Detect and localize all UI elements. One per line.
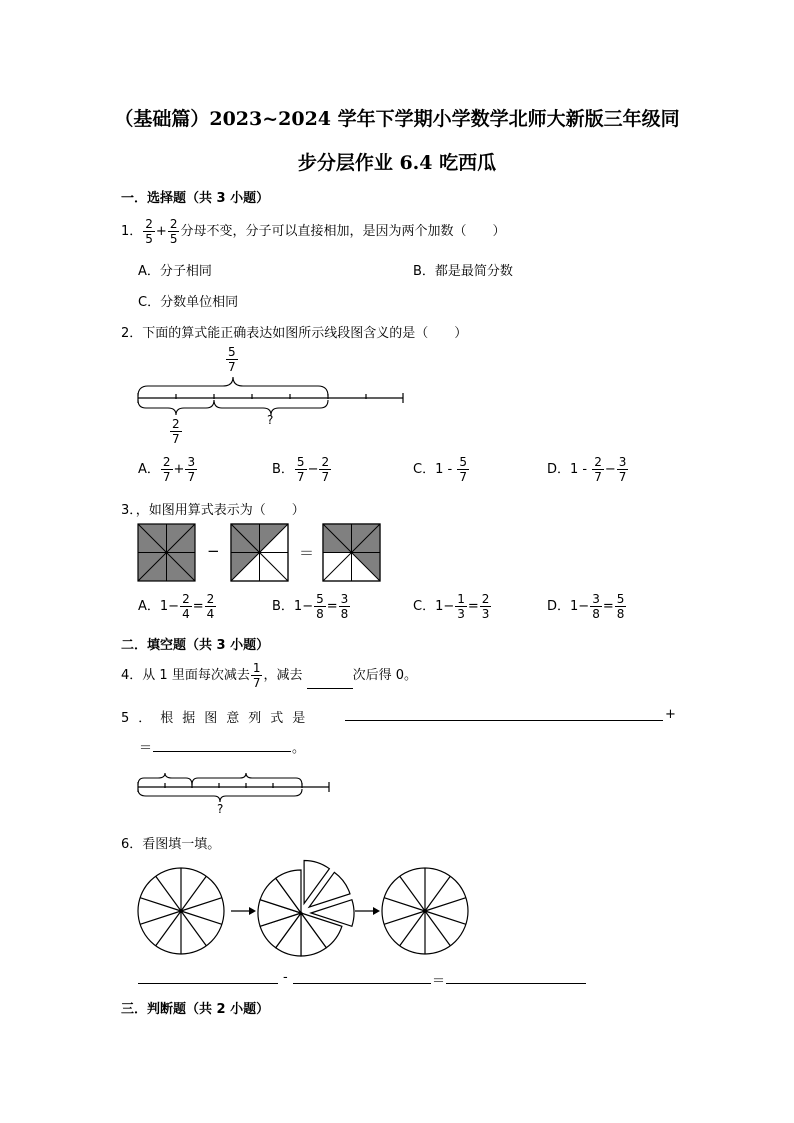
diagram-label-left: $\frac{2}{7}$ (172, 417, 180, 446)
question-number: 3． (121, 503, 136, 518)
arrow-head-icon (249, 907, 256, 915)
page-title-line2: 步分层作业 6.4 吃西瓜 (297, 152, 497, 174)
answer-blank[interactable] (138, 969, 278, 984)
fraction: $\frac{2}{5}$ (145, 217, 153, 246)
option-d[interactable]: D．1− $\frac{3}{8}$ = $\frac{5}{8}$ (547, 592, 625, 621)
question-number: 1． (121, 224, 143, 239)
option-a[interactable]: A． $\frac{2}{7}$ + $\frac{3}{7}$ (138, 455, 196, 484)
fraction: $\frac{2}{5}$ (169, 217, 178, 246)
question-4: 4．从 1 里面每次减去 $\frac{1}{7}$ ，减去 次后得 0。 (121, 661, 418, 690)
question-number: 5 (121, 711, 139, 726)
option-b[interactable]: B．1− $\frac{5}{8}$ = $\frac{3}{8}$ (272, 592, 349, 621)
equals-sign: ＝ (299, 544, 315, 562)
circle-remaining (382, 868, 468, 954)
question-number: 6． (121, 837, 143, 852)
question-number: 4． (121, 668, 143, 683)
section-heading-judge: 三．判断题（共 2 小题） (121, 1002, 270, 1017)
question-text: 下面的算式能正确表达如图所示线段图含义的是（ ） (142, 326, 468, 341)
question-text: 分母不变，分子可以直接相加，是因为两个加数（ ） (180, 224, 506, 239)
question-number: 2． (121, 326, 143, 341)
minus-sign: − (207, 542, 220, 560)
section-heading-choice: 一．选择题（共 3 小题） (121, 191, 270, 206)
circle-eaten (258, 860, 354, 956)
question-text: ．根据图意列式是 (138, 711, 315, 726)
option-c[interactable]: C．分数单位相同 (138, 295, 239, 310)
arrow-head-icon (373, 907, 380, 915)
question-text: ，如图用算式表示为（ ） (135, 503, 305, 518)
diagram-label-top: $\frac{5}{7}$ (228, 345, 236, 374)
page-title-line1: （基础篇）2023~2024 学年下学期小学数学北师大新版三年级同 (114, 108, 680, 130)
option-a[interactable]: A．1− $\frac{2}{4}$ = $\frac{2}{4}$ (138, 592, 215, 621)
option-d[interactable]: D．1 - $\frac{2}{7}$ − $\frac{3}{7}$ (547, 455, 627, 484)
equals-sign: ＝ (432, 974, 446, 989)
diagram-label-question: ? (267, 413, 274, 427)
answer-blank[interactable] (293, 969, 431, 984)
question-text: 看图填一填。 (142, 837, 221, 852)
plus-sign: + (155, 224, 167, 239)
section-heading-fill: 二．填空题（共 3 小题） (121, 638, 270, 653)
option-b[interactable]: B． $\frac{5}{7}$ − $\frac{2}{7}$ (272, 455, 330, 484)
circle-whole (138, 868, 224, 954)
option-c[interactable]: C．1 - $\frac{5}{7}$ (413, 455, 467, 484)
option-b[interactable]: B．都是最简分数 (413, 264, 513, 279)
option-a[interactable]: A．分子相同 (138, 264, 212, 279)
diagram-label-question: ? (217, 802, 224, 816)
option-c[interactable]: C．1− $\frac{1}{3}$ = $\frac{2}{3}$ (413, 592, 490, 621)
plus-sign: + (665, 707, 676, 722)
minus-sign: - (283, 970, 288, 985)
answer-blank[interactable] (446, 969, 586, 984)
equals-sign: ＝ (139, 741, 153, 756)
period: 。 (292, 741, 306, 756)
